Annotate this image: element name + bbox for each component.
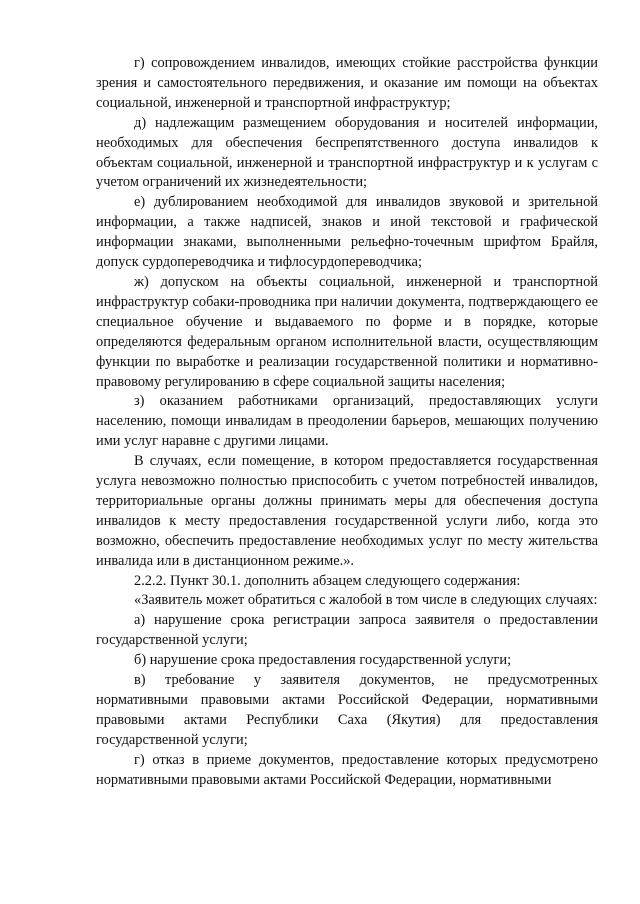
- paragraph-premises: В случаях, если помещение, в котором предоставляется государственная услуга невозможно полностью приспособить с учетом потребностей инвалидов, территориальные органы должны принимать меры для обеспечения доступа инвалидов к месту предоставления государственной услуги либо, когда это возможно, обеспечить предоставление необходимых услуг по месту жительства инвалида или в дистанционном режиме.».: [96, 453, 598, 569]
- paragraph-zh-guide-dog: ж) допуском на объекты социальной, инженерной и транспортной инфраструктур собаки-проводника при наличии документа, подтверждающего ее специальное обучение и выдаваемого по форме и в порядке, которые определяются федеральным органом исполнительной власти, осуществляющим функции по выработке и реализации государственной политики и нормативно-правовому регулированию в сфере социальной защиты населения;: [96, 273, 598, 390]
- paragraph-complaint-intro: «Заявитель может обратиться с жалобой в том числе в следующих случаях:: [134, 592, 598, 609]
- paragraph-g-escort: г) сопровождением инвалидов, имеющих стойкие расстройства функции зрения и самостоятельного передвижения, и оказание им помощи на объектах социальной, инженерной и транспортной инфраструктур;: [96, 55, 598, 111]
- document-body: [96, 54, 598, 791]
- paragraph-z-assistance: з) оказанием работниками организаций, предоставляющих услуги населению, помощи инвалидам в преодолении барьеров, мешающих получению ими услуг наравне с другими лицами.: [96, 393, 598, 450]
- paragraph-d-equipment: д) надлежащим размещением оборудования и носителей информации, необходимых для обеспечения беспрепятственного доступа инвалидов к объектам социальной, инженерной и транспортной инфраструктур и к услугам с учетом ограничений их жизнедеятельности;: [96, 114, 598, 191]
- paragraph-a-registration: а) нарушение срока регистрации запроса заявителя о предоставлении государственной услуги;: [96, 612, 598, 649]
- paragraph-g-refusal: г) отказ в приеме документов, предоставление которых предусмотрено нормативными правовыми актами Российской Федерации, нормативными: [96, 751, 598, 788]
- paragraph-b-term: б) нарушение срока предоставления государственной услуги;: [134, 652, 512, 669]
- paragraph-e-braille: е) дублированием необходимой для инвалидов звуковой и зрительной информации, а также надписей, знаков и иной текстовой и графической информации знаками, выполненными рельефно-точечным шрифтом Брайля, допуск сурдопереводчика и тифлосурдопереводчика;: [96, 194, 598, 271]
- paragraph-v-documents: в) требование у заявителя документов, не предусмотренных нормативными правовыми актами Российской Федерации, нормативными правовыми актами Республики Саха (Якутия) для предоставления государственной услуги;: [96, 672, 598, 748]
- paragraph-clause-2-2-2: 2.2.2. Пункт 30.1. дополнить абзацем следующего содержания:: [134, 572, 521, 589]
